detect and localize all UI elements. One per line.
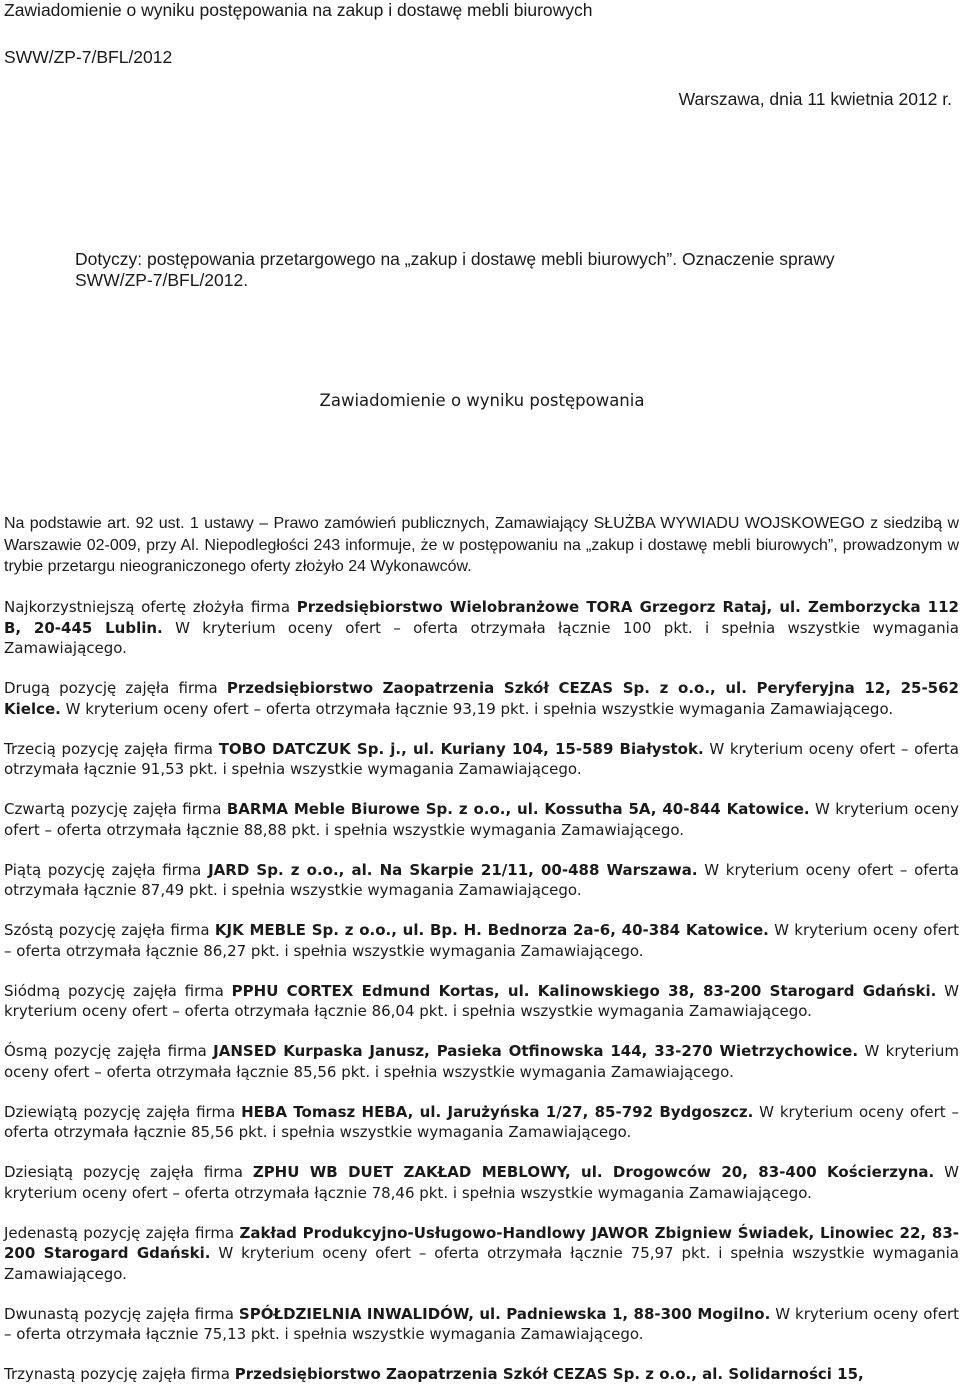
offer-rank: Trzynastą pozycję zajęła firma xyxy=(4,1365,235,1383)
offer-paragraph xyxy=(4,981,959,1022)
offer-paragraph xyxy=(4,1041,959,1082)
reference-number: SWW/ZP-7/BFL/2012 xyxy=(4,47,173,67)
offer-result: W kryterium oceny ofert – oferta otrzymała łącznie 87,49 pkt. i spełnia wszystkie wymagania Zamawiającego. xyxy=(4,860,959,899)
offer-result: W kryterium oceny ofert – oferta otrzymała łącznie 85,56 pkt. i spełnia wszystkie wymagania Zamawiającego. xyxy=(4,1102,959,1141)
offer-rank: Siódmą pozycję zajęła firma xyxy=(4,981,232,1000)
offer-rank: Drugą pozycję zajęła firma xyxy=(4,679,227,697)
offer-firm: Przedsiębiorstwo Wielobranżowe TORA Grzegorz Rataj, ul. Zemborzycka 112 B, 20-445 Lublin. xyxy=(4,598,959,637)
offer-result: W kryterium oceny ofert – oferta otrzymała łącznie 100 pkt. i spełnia wszystkie wymagania Zamawiającego. xyxy=(4,618,960,657)
offer-firm: PPHU CORTEX Edmund Kortas, ul. Kalinowskiego 38, 83-200 Starogard Gdański. xyxy=(231,981,937,1000)
offer-rank: Dziesiątą pozycję zajęła firma xyxy=(4,1163,253,1181)
offer-paragraph xyxy=(4,1364,959,1385)
offer-paragraph xyxy=(4,1304,959,1345)
offer-firm: SPÓŁDZIELNIA INWALIDÓW, ul. Padniewska 1, 88-300 Mogilno. xyxy=(238,1304,771,1323)
offer-rank: Czwartą pozycję zajęła firma xyxy=(4,800,227,818)
offers-list xyxy=(4,597,959,1385)
offer-result: W kryterium oceny ofert – oferta otrzymała łącznie 86,04 pkt. i spełnia wszystkie wymagania Zamawiającego. xyxy=(4,981,959,1020)
offer-paragraph xyxy=(4,597,959,659)
document-body xyxy=(4,513,959,1390)
offer-result: W kryterium oceny ofert – oferta otrzymała łącznie 93,19 pkt. i spełnia wszystkie wymagania Zamawiającego. xyxy=(60,699,894,718)
offer-firm: Przedsiębiorstwo Zaopatrzenia Szkół CEZAS Sp. z o.o., al. Solidarności 15, xyxy=(234,1365,864,1383)
offer-result: W kryterium oceny ofert – oferta otrzymała łącznie 88,88 pkt. i spełnia wszystkie wymagania Zamawiającego. xyxy=(4,800,959,839)
offer-result: W kryterium oceny ofert – oferta otrzymała łącznie 86,27 pkt. i spełnia wszystkie wymagania Zamawiającego. xyxy=(4,921,960,960)
offer-paragraph xyxy=(4,799,959,840)
offer-rank: Piątą pozycję zajęła firma xyxy=(4,860,209,879)
offer-rank: Ósmą pozycję zajęła firma xyxy=(4,1042,214,1060)
document-header: Zawiadomienie o wyniku postępowania na zakup i dostawę mebli biurowych xyxy=(4,0,593,20)
offer-rank: Trzecią pozycję zajęła firma xyxy=(4,739,219,758)
offer-firm: JANSED Kurpaska Janusz, Pasieka Otfinowska 144, 33-270 Wietrzychowice. xyxy=(213,1042,859,1060)
offer-firm: TOBO DATCZUK Sp. j., ul. Kuriany 104, 15-589 Białystok. xyxy=(218,739,704,758)
document-date: Warszawa, dnia 11 kwietnia 2012 r. xyxy=(678,89,952,109)
offer-firm: ZPHU WB DUET ZAKŁAD MEBLOWY, ul. Drogowców 20, 83-400 Kościerzyna. xyxy=(252,1163,935,1181)
offer-firm: HEBA Tomasz HEBA, ul. Jarużyńska 1/27, 85-792 Bydgoszcz. xyxy=(241,1102,754,1121)
offer-paragraph xyxy=(4,1223,959,1285)
offer-result: W kryterium oceny ofert – oferta otrzymała łącznie 75,97 pkt. i spełnia wszystkie wymagania Zamawiającego. xyxy=(4,1244,959,1283)
offer-result: W kryterium oceny ofert – oferta otrzymała łącznie 91,53 pkt. i spełnia wszystkie wymagania Zamawiającego. xyxy=(4,739,959,778)
offer-rank: Najkorzystniejszą ofertę złożyła firma xyxy=(4,598,297,616)
intro-paragraph xyxy=(4,513,959,578)
offer-firm: BARMA Meble Biurowe Sp. z o.o., ul. Kossutha 5A, 40-844 Katowice. xyxy=(226,800,810,818)
offer-paragraph xyxy=(4,678,959,719)
offer-paragraph xyxy=(4,920,959,961)
offer-rank: Jedenastą pozycję zajęła firma xyxy=(4,1223,240,1242)
document-title: Zawiadomienie o wyniku postępowania xyxy=(319,391,645,410)
offer-firm: KJK MEBLE Sp. z o.o., ul. Bp. H. Bednorza 2a-6, 40-384 Katowice. xyxy=(214,921,769,939)
offer-rank: Dziewiątą pozycję zajęła firma xyxy=(4,1102,242,1121)
subject-line: Dotyczy: postępowania przetargowego na „zakup i dostawę mebli biurowych”. Oznaczenie sprawy SWW/ZP-7/BFL/2012. xyxy=(75,249,835,290)
offer-rank: Dwunastą pozycję zajęła firma xyxy=(4,1304,239,1323)
offer-paragraph xyxy=(4,860,959,901)
offer-rank: Szóstą pozycję zajęła firma xyxy=(4,921,215,939)
offer-paragraph xyxy=(4,1162,959,1203)
offer-firm: JARD Sp. z o.o., al. Na Skarpie 21/11, 00-488 Warszawa. xyxy=(208,860,698,879)
offer-result: W kryterium oceny ofert – oferta otrzymała łącznie 78,46 pkt. i spełnia wszystkie wymagania Zamawiającego. xyxy=(4,1163,959,1202)
offer-paragraph xyxy=(4,739,959,780)
intro-text-part1: Na podstawie art. 92 ust. 1 ustawy – Prawo zamówień publicznych, Zamawiający SŁUŻBA WYWIADU WOJSKOWEGO z siedzibą w Warszawie 02-009, przy Al. xyxy=(4,515,959,554)
offer-result: W kryterium oceny ofert – oferta otrzymała łącznie 85,56 pkt. i spełnia wszystkie wymagania Zamawiającego. xyxy=(4,1042,959,1081)
offer-firm: Zakład Produkcyjno-Usługowo-Handlowy JAWOR Zbigniew Świadek, Linowiec 22, 83-200 Starogard Gdański. xyxy=(4,1223,959,1262)
offer-result: W kryterium oceny ofert – oferta otrzymała łącznie 75,13 pkt. i spełnia wszystkie wymagania Zamawiającego. xyxy=(4,1304,959,1343)
offer-paragraph xyxy=(4,1102,959,1143)
intro-text-part2: Niepodległości 243 informuje, że w postępowaniu na „zakup i dostawę mebli biurowych”, prowadzonym w trybie przetargu nieograniczonego oferty złożyło 24 Wykonawców. xyxy=(4,536,959,575)
offer-firm: Przedsiębiorstwo Zaopatrzenia Szkół CEZAS Sp. z o.o., ul. Peryferyjna 12, 25-562 Kielce. xyxy=(4,679,959,718)
